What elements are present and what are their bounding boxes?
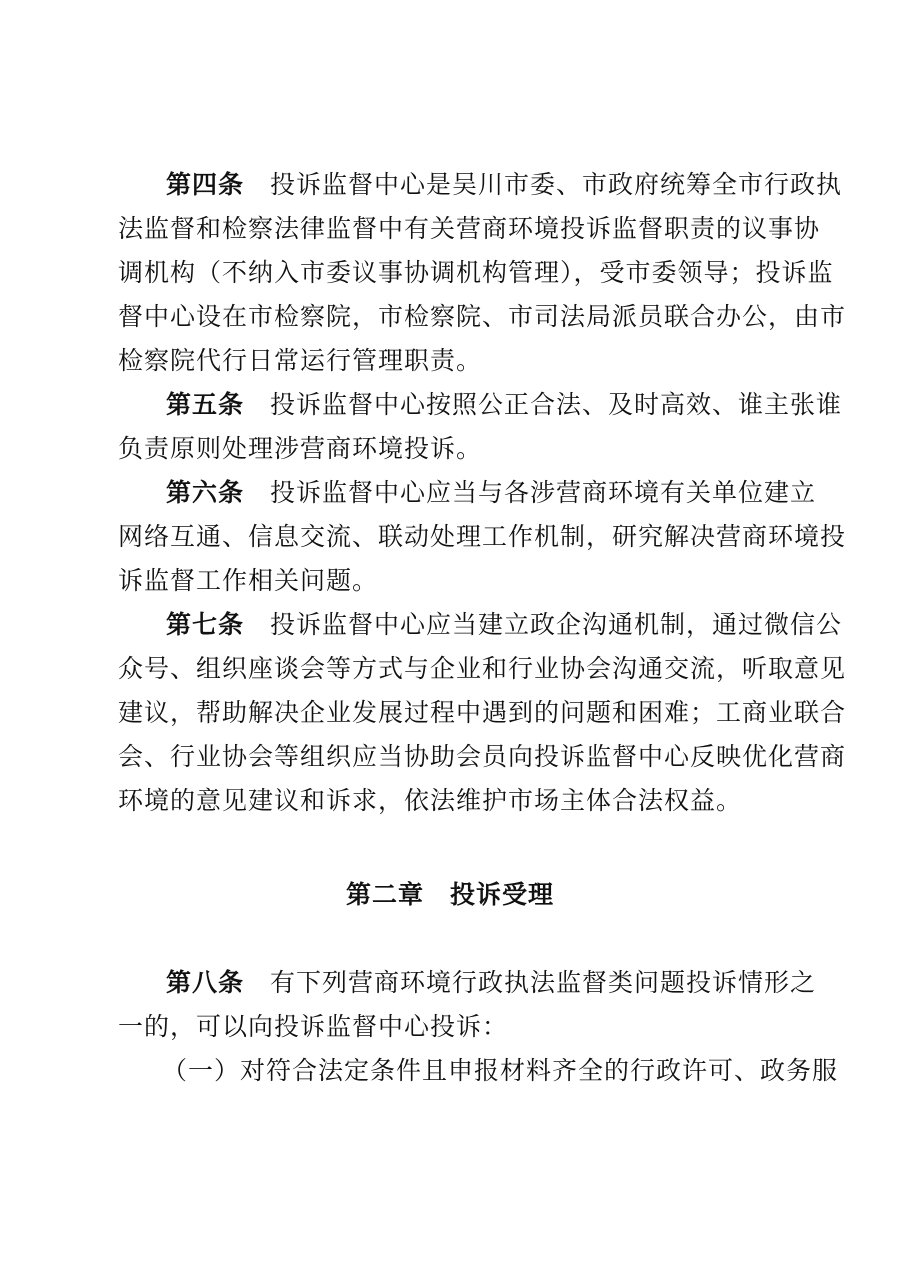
article-7-line-1 [166, 610, 843, 640]
chapter-2-heading: 第二章 投诉受理 [345, 880, 554, 909]
article-7-text-1: 投诉监督中心应当建立政企沟通机制，通过微信公 [270, 610, 843, 639]
article-6-line-2: 网络互通、信息交流、联动处理工作机制，研究解决营商环境投 [118, 522, 847, 551]
article-5-text-1: 投诉监督中心按照公正合法、及时高效、谁主张谁 [270, 390, 843, 419]
article-8-line-1 [166, 968, 817, 998]
article-4-label: 第四条 [166, 170, 245, 199]
article-5-line-2: 负责原则处理涉营商环境投诉。 [118, 434, 483, 463]
item-1-line: （一）对符合法定条件且申报材料齐全的行政许可、政务服 [162, 1056, 839, 1085]
article-6-line-3: 诉监督工作相关问题。 [118, 566, 379, 595]
article-4-line-1 [166, 170, 843, 200]
article-4-line-5: 检察院代行日常运行管理职责。 [118, 346, 483, 375]
article-4-line-2: 法监督和检察法律监督中有关营商环境投诉监督职责的议事协 [118, 214, 821, 243]
article-6-text-1: 投诉监督中心应当与各涉营商环境有关单位建立 [270, 478, 817, 507]
article-7-label: 第七条 [166, 610, 245, 639]
article-4-line-4: 督中心设在市检察院，市检察院、市司法局派员联合办公，由市 [118, 302, 847, 331]
article-8-label: 第八条 [166, 968, 245, 997]
article-7-line-2: 众号、组织座谈会等方式与企业和行业协会沟通交流，听取意见 [118, 654, 847, 683]
article-5-label: 第五条 [166, 390, 245, 419]
article-8-text-1: 有下列营商环境行政执法监督类问题投诉情形之 [270, 968, 817, 997]
article-7-line-5: 环境的意见建议和诉求，依法维护市场主体合法权益。 [118, 786, 743, 815]
article-8-line-2: 一的，可以向投诉监督中心投诉： [118, 1012, 509, 1041]
article-6-line-1 [166, 478, 817, 508]
article-4-text-1: 投诉监督中心是吴川市委、市政府统筹全市行政执 [270, 170, 843, 199]
article-7-line-3: 建议，帮助解决企业发展过程中遇到的问题和困难；工商业联合 [118, 698, 847, 727]
article-7-line-4: 会、行业协会等组织应当协助会员向投诉监督中心反映优化营商 [118, 742, 847, 771]
article-5-line-1 [166, 390, 843, 420]
article-4-line-3: 调机构（不纳入市委议事协调机构管理），受市委领导；投诉监 [118, 258, 834, 287]
article-6-label: 第六条 [166, 478, 245, 507]
